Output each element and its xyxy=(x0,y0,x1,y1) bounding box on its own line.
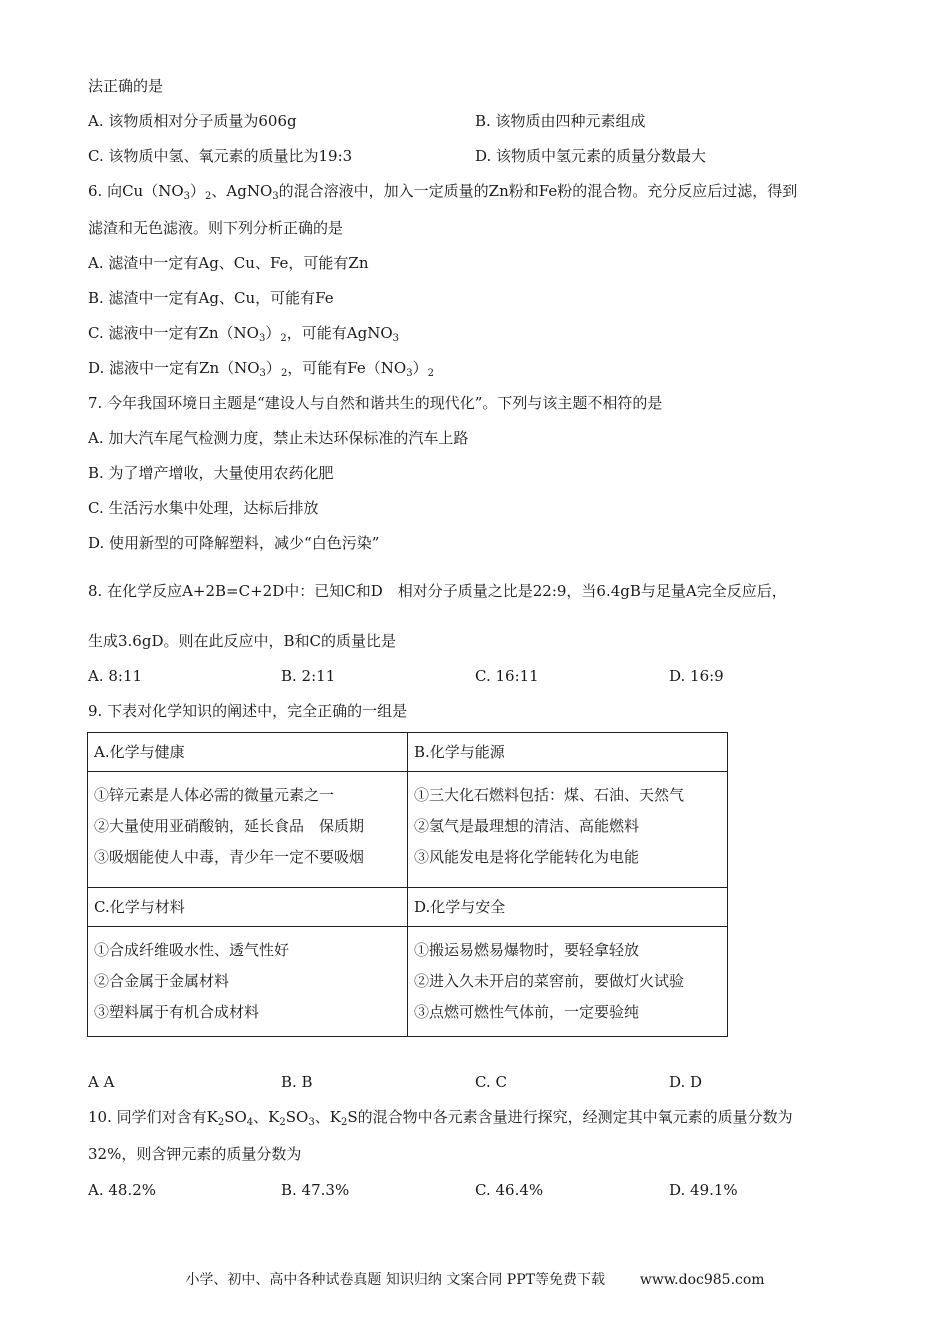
list-item: ③点燃可燃性气体前，一定要验纯 xyxy=(414,1003,640,1021)
q6-sub: 3 xyxy=(259,333,266,344)
q6-option-a: A. 滤渣中一定有Ag、Cu、Fe，可能有Zn xyxy=(88,254,369,272)
q8-option-b: B. 2:11 xyxy=(281,667,336,685)
q8-option-c: C. 16:11 xyxy=(475,667,539,685)
q6-c-part: ，可能有AgNO xyxy=(286,324,393,342)
q10-option-a: A. 48.2% xyxy=(88,1181,157,1199)
q10-stem-part: 、K xyxy=(253,1108,280,1126)
q9-option-d: D. D xyxy=(669,1073,703,1091)
q9-option-a: A A xyxy=(88,1073,115,1091)
q10-sub: 2 xyxy=(217,1117,225,1128)
list-item: ②氢气是最理想的清洁、高能燃料 xyxy=(414,817,640,835)
q10-stem-part: 、K xyxy=(314,1108,341,1126)
q5-option-b: B. 该物质由四种元素组成 xyxy=(475,112,646,130)
q5-stem-tail: 法正确的是 xyxy=(88,77,164,95)
q9-option-c: C. C xyxy=(475,1073,507,1091)
q10-sub: 3 xyxy=(308,1117,315,1128)
q6-stem xyxy=(88,181,797,201)
q6-option-b: B. 滤渣中一定有Ag、Cu，可能有Fe xyxy=(88,289,334,307)
q6-option-d xyxy=(88,358,434,378)
page-footer xyxy=(0,1270,950,1290)
q8-option-d: D. 16:9 xyxy=(669,667,724,685)
q6-stem-part: 6. 向Cu（NO xyxy=(88,182,184,200)
list-item: ②大量使用亚硝酸钠，延长食品 保质期 xyxy=(94,817,365,835)
q9-option-b: B. B xyxy=(281,1073,313,1091)
cell-d-head: D.化学与安全 xyxy=(408,888,728,927)
q8-stem: 8. 在化学反应A+2B=C+2D中：已知C和D 相对分子质量之比是22:9，当6.4gB与足量A完全反应后， xyxy=(88,582,787,600)
list-item: ①合成纤维吸水性、透气性好 xyxy=(94,941,290,959)
q5-option-c: C. 该物质中氢、氧元素的质量比为19:3 xyxy=(88,147,353,165)
cell-c-head: C.化学与材料 xyxy=(88,888,408,927)
q6-stem-part: ） xyxy=(190,182,206,200)
q8-stem-line2: 生成3.6gD。则在此反应中，B和C的质量比是 xyxy=(88,632,396,650)
q6-sub: 2 xyxy=(205,191,212,202)
list-item: ③吸烟能使人中毒，青少年一定不要吸烟 xyxy=(94,848,365,866)
q10-stem-part: SO xyxy=(285,1108,309,1126)
table-row xyxy=(88,733,728,772)
q10-sub: 2 xyxy=(340,1117,348,1128)
q5-option-d: D. 该物质中氢元素的质量分数最大 xyxy=(475,147,707,165)
table-row xyxy=(88,772,728,888)
q7-option-d: D. 使用新型的可降解塑料，减少“白色污染” xyxy=(88,534,380,552)
footer-text: 小学、初中、高中各种试卷真题 知识归纳 文案合同 PPT等免费下载 xyxy=(185,1272,605,1288)
q10-stem-part: S的混合物中各元素含量进行探究，经测定其中氧元素的质量分数为 xyxy=(347,1108,793,1126)
q7-stem: 7. 今年我国环境日主题是“建设人与自然和谐共生的现代化”。下列与该主题不相符的是 xyxy=(88,394,663,412)
q6-sub: 3 xyxy=(259,368,266,379)
q6-option-c xyxy=(88,323,399,343)
q10-sub: 2 xyxy=(279,1117,286,1128)
q10-stem-line2: 32%，则含钾元素的质量分数为 xyxy=(88,1145,302,1163)
list-item: ③塑料属于有机合成材料 xyxy=(94,1003,260,1021)
q10-option-d: D. 49.1% xyxy=(669,1181,738,1199)
q6-c-part: ） xyxy=(265,324,281,342)
q6-stem-line2: 滤渣和无色滤液。则下列分析正确的是 xyxy=(88,219,344,237)
q6-sub: 3 xyxy=(183,191,191,202)
cell-c-items xyxy=(88,927,408,1037)
q8-option-a: A. 8:11 xyxy=(88,667,143,685)
cell-b-head: B.化学与能源 xyxy=(408,733,728,772)
q10-option-b: B. 47.3% xyxy=(281,1181,350,1199)
cell-d-items xyxy=(408,927,728,1037)
q10-stem-part: SO xyxy=(224,1108,247,1126)
q6-sub: 3 xyxy=(272,191,279,202)
cell-b-items xyxy=(408,772,728,888)
q10-sub: 4 xyxy=(246,1117,254,1128)
q7-option-a: A. 加大汽车尾气检测力度，禁止未达环保标准的汽车上路 xyxy=(88,429,469,447)
list-item: ③风能发电是将化学能转化为电能 xyxy=(414,848,640,866)
q10-option-c: C. 46.4% xyxy=(475,1181,544,1199)
q6-stem-part: 的混合溶液中，加入一定质量的Zn粉和Fe粉的混合物。充分反应后过滤，得到 xyxy=(278,182,798,200)
q10-stem xyxy=(88,1107,793,1127)
q6-sub: 2 xyxy=(427,368,434,379)
q7-option-b: B. 为了增产增收，大量使用农药化肥 xyxy=(88,464,334,482)
q7-option-c: C. 生活污水集中处理，达标后排放 xyxy=(88,499,319,517)
cell-a-head: A.化学与健康 xyxy=(88,733,408,772)
list-item: ②进入久未开启的菜窖前，要做灯火试验 xyxy=(414,972,685,990)
q6-d-part: D. 滤液中一定有Zn（NO xyxy=(88,359,260,377)
cell-a-items xyxy=(88,772,408,888)
q6-d-part: ） xyxy=(265,359,281,377)
q6-sub: 2 xyxy=(280,333,287,344)
q9-stem: 9. 下表对化学知识的阐述中，完全正确的一组是 xyxy=(88,702,408,720)
q6-c-part: C. 滤液中一定有Zn（NO xyxy=(88,324,259,342)
q5-option-a: A. 该物质相对分子质量为606g xyxy=(88,112,297,130)
q6-sub: 3 xyxy=(392,333,399,344)
table-row xyxy=(88,888,728,927)
list-item: ①锌元素是人体必需的微量元素之一 xyxy=(94,786,335,804)
footer-url[interactable]: www.doc985.com xyxy=(639,1272,765,1288)
list-item: ①搬运易燃易爆物时，要轻拿轻放 xyxy=(414,941,640,959)
list-item: ①三大化石燃料包括：煤、石油、天然气 xyxy=(414,786,685,804)
q6-sub: 2 xyxy=(280,368,288,379)
q6-d-part: ，可能有Fe（NO xyxy=(287,359,407,377)
table-row xyxy=(88,927,728,1037)
q6-sub: 3 xyxy=(406,368,413,379)
knowledge-table xyxy=(87,732,728,1037)
q6-d-part: ） xyxy=(412,359,428,377)
q10-stem-part: 10. 同学们对含有K xyxy=(88,1108,218,1126)
q6-stem-part: 、AgNO xyxy=(211,182,273,200)
list-item: ②合金属于金属材料 xyxy=(94,972,230,990)
